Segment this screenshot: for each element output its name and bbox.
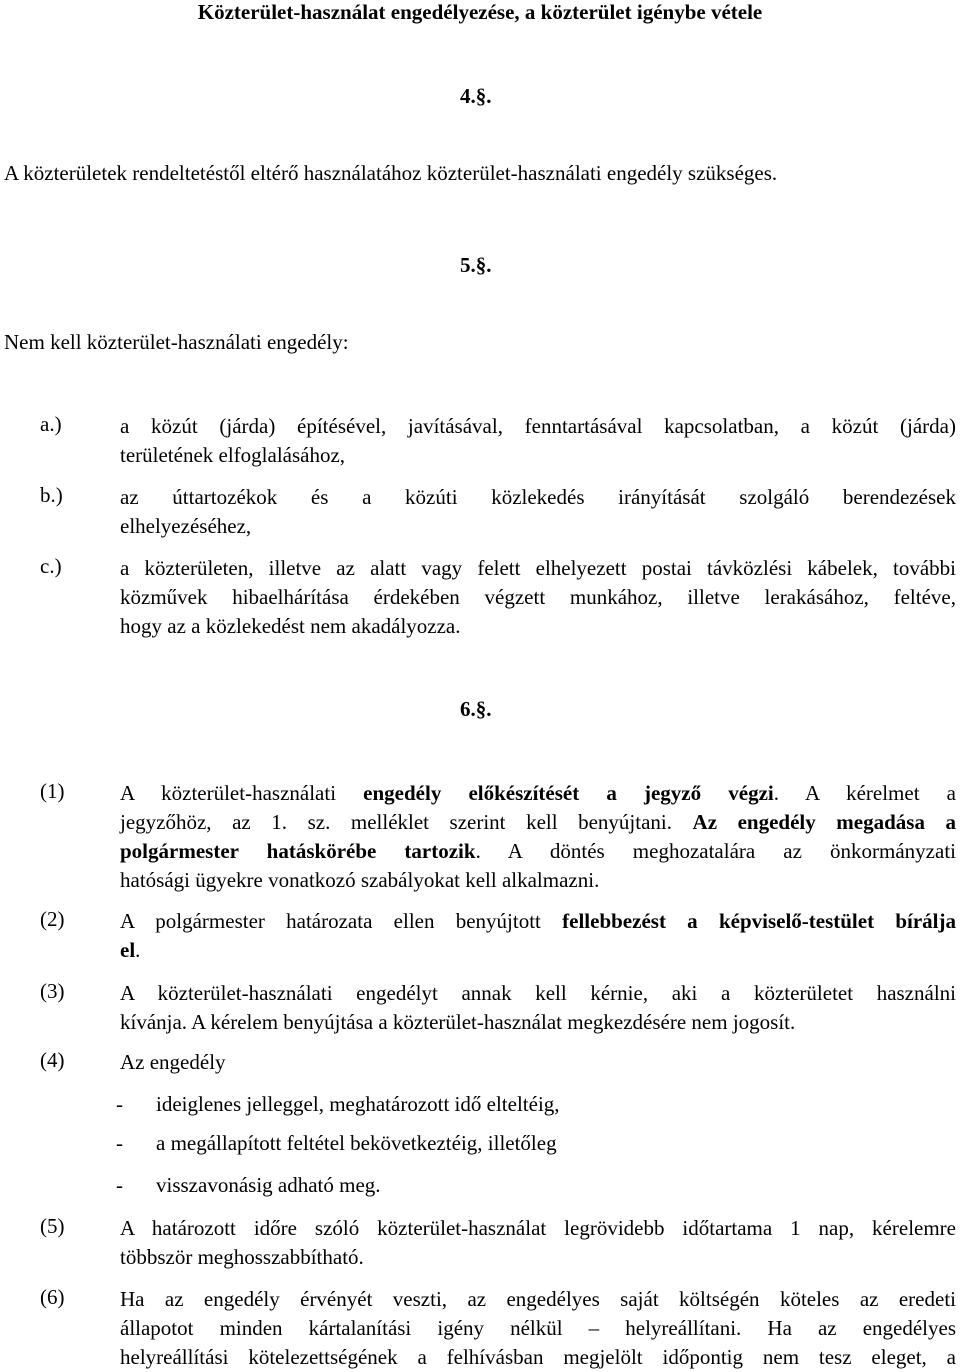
list-item-a <box>40 412 956 472</box>
list-item-line: az úttartozékok és a közúti közlekedés irányítását szolgáló berendezések <box>120 485 956 509</box>
dash-bullet: - <box>116 1173 123 1197</box>
text-run: . A kérelmet a <box>773 781 956 805</box>
paragraph-line <box>120 808 956 837</box>
paragraph-label: (3) <box>40 979 65 1003</box>
paragraph-line: Az engedély <box>120 1050 226 1074</box>
text-run: A közterület-használati <box>120 781 364 805</box>
section-6-number: 6.§. <box>460 697 492 721</box>
paragraph-label: (6) <box>40 1285 65 1309</box>
paragraph-line: többször meghosszabbítható. <box>120 1245 364 1269</box>
list-item-line: területének elfoglalásához, <box>120 443 346 467</box>
paragraph-line: helyreállítási kötelezettségének a felhívásban megjelölt időpontig nem tesz eleget, a <box>120 1345 956 1369</box>
dash-bullet: - <box>116 1092 123 1116</box>
paragraph-line: állapotot minden kártalanítási igény nélkül – helyreállítani. Ha az engedélyes <box>120 1316 956 1340</box>
paragraph-line: A közterület-használati engedélyt annak kell kérnie, aki a közterületet használni <box>120 981 956 1005</box>
text-run: . <box>135 938 141 962</box>
section-5-intro: Nem kell közterület-használati engedély: <box>4 330 349 354</box>
bold-run: el <box>120 938 136 962</box>
paragraph-line: hatósági ügyekre vonatkozó szabályokat kell alkalmazni. <box>120 868 600 892</box>
bold-run: polgármester hatáskörébe tartozik <box>120 839 476 863</box>
list-item-b <box>40 483 956 543</box>
section-4-text: A közterületek rendeltetéstől eltérő használatához közterület-használati engedély szükséges. <box>4 161 778 185</box>
bold-run: fellebbezést a képviselő-testület bírálja <box>562 909 956 933</box>
list-item-line: hogy az a közlekedést nem akadályozza. <box>120 614 461 638</box>
paragraph-line <box>120 837 956 866</box>
paragraph-label: (2) <box>40 907 65 931</box>
text-run: . A döntés meghozatalára az önkormányzati <box>475 839 956 863</box>
paragraph-1 <box>40 779 956 899</box>
paragraph-2 <box>40 907 956 967</box>
paragraph-line <box>120 936 956 965</box>
bold-run: Az engedély megadása a <box>692 810 956 834</box>
text-run: jegyzőhöz, az 1. sz. melléklet szerint kell benyújtani. <box>120 810 693 834</box>
paragraph-label: (1) <box>40 779 65 803</box>
list-item-line: közművek hibaelhárítása érdekében végzett munkához, illetve lerakásához, feltéve, <box>120 585 956 609</box>
bold-run: engedély előkészítését a jegyző végzi <box>363 781 774 805</box>
paragraph-6 <box>40 1285 956 1371</box>
list-item-line: a közút (járda) építésével, javításával, fenntartásával kapcsolatban, a közút (járda) <box>120 414 956 438</box>
section-5-number: 5.§. <box>460 253 492 277</box>
dash-item-text: a megállapított feltétel bekövetkeztéig, illetőleg <box>156 1131 557 1155</box>
dash-item-text: ideiglenes jelleggel, meghatározott idő elteltéig, <box>156 1092 560 1116</box>
list-item-label: b.) <box>40 483 63 507</box>
dash-item-text: visszavonásig adható meg. <box>156 1173 381 1197</box>
paragraph-5 <box>40 1214 956 1274</box>
list-item-label: c.) <box>40 554 62 578</box>
paragraph-line: kívánja. A kérelem benyújtása a közterület-használat megkezdésére nem jogosít. <box>120 1010 796 1034</box>
section-4-number: 4.§. <box>460 84 492 108</box>
paragraph-4 <box>40 1048 956 1078</box>
dash-item <box>116 1092 916 1121</box>
dash-item <box>116 1131 916 1160</box>
text-run: A polgármester határozata ellen benyújtott <box>120 909 563 933</box>
document-title: Közterület-használat engedélyezése, a közterület igénybe vétele <box>197 0 763 24</box>
paragraph-label: (5) <box>40 1214 65 1238</box>
paragraph-3 <box>40 979 956 1039</box>
list-item-line: elhelyezéséhez, <box>120 514 252 538</box>
paragraph-label: (4) <box>40 1048 65 1072</box>
paragraph-line: Ha az engedély érvényét veszti, az engedélyes saját költségén köteles az eredeti <box>120 1287 956 1311</box>
list-item-label: a.) <box>40 412 62 436</box>
dash-bullet: - <box>116 1131 123 1155</box>
dash-item <box>116 1173 916 1202</box>
paragraph-line: A határozott időre szóló közterület-használat legrövidebb időtartama 1 nap, kérelemre <box>120 1216 956 1240</box>
list-item-c <box>40 554 956 644</box>
paragraph-line <box>120 907 956 936</box>
paragraph-line <box>120 779 956 808</box>
list-item-line: a közterületen, illetve az alatt vagy felett elhelyezett postai távközlési kábelek, további <box>120 556 956 580</box>
